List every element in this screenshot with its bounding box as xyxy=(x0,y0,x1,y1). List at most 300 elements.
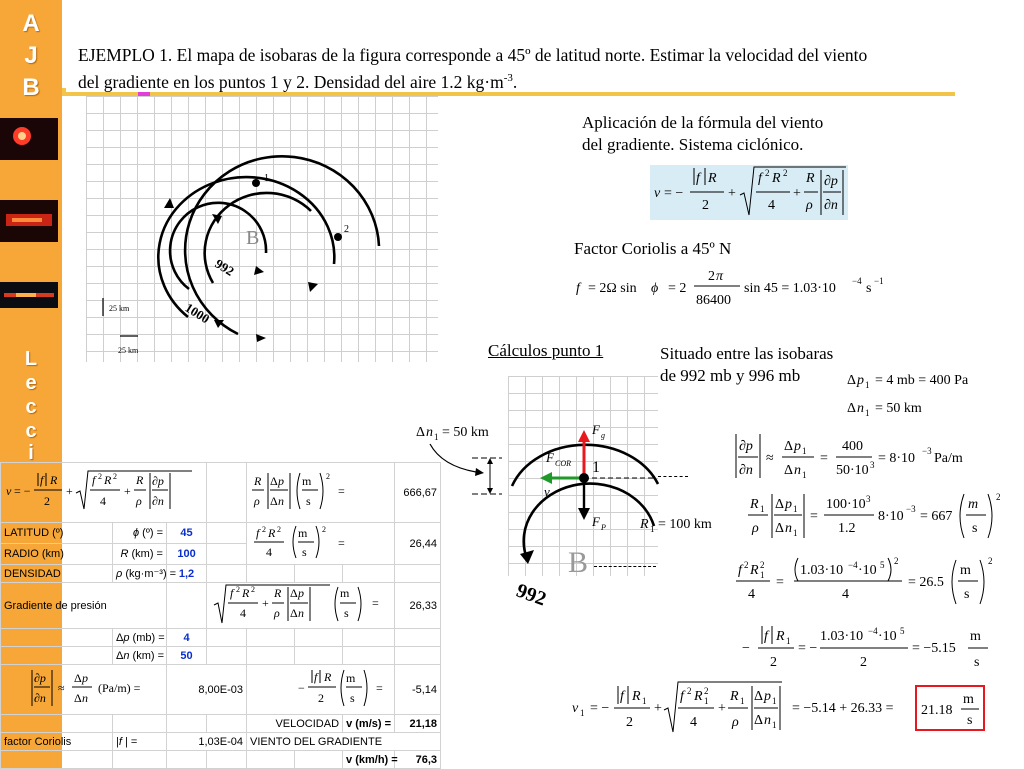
coriolis-label: factor Coriolis xyxy=(1,733,113,751)
svg-text:f: f xyxy=(576,281,580,296)
latitude-unit-text: (º) = xyxy=(142,527,163,539)
svg-text:Δ: Δ xyxy=(290,606,298,620)
table-empty-n xyxy=(343,629,395,647)
svg-text:s: s xyxy=(967,713,973,728)
radius-unit: R (km) = xyxy=(113,544,167,565)
svg-text:Δ: Δ xyxy=(847,373,857,388)
dn-unit-text: (km) = xyxy=(132,649,165,662)
sidebar-letter-j: J xyxy=(24,42,38,69)
table-empty-w xyxy=(113,715,167,733)
table-term2-value: 26,44 xyxy=(395,523,441,565)
svg-text:Δ: Δ xyxy=(290,586,298,600)
svg-text:∂p: ∂p xyxy=(152,474,164,488)
svg-text:2: 2 xyxy=(894,556,899,566)
svg-text:s: s xyxy=(866,281,872,296)
svg-text:R: R xyxy=(104,473,112,487)
coriolis-term-calc xyxy=(734,552,1004,610)
svg-text:Δ: Δ xyxy=(270,494,278,508)
svg-text:R: R xyxy=(750,497,759,512)
svg-text:2: 2 xyxy=(744,560,749,570)
ratio-calc xyxy=(742,488,1012,544)
coriolis-formula xyxy=(574,262,884,310)
map-point-1-label: 1 xyxy=(264,173,269,184)
svg-text:f: f xyxy=(314,670,318,684)
radius-annotation xyxy=(638,512,728,534)
table-empty-a xyxy=(207,463,247,523)
latitude-value[interactable]: 45 xyxy=(167,523,207,544)
svg-text:m: m xyxy=(968,497,979,512)
svg-text:f: f xyxy=(256,526,260,540)
table-row-dn xyxy=(1,647,441,665)
svg-text:=: = xyxy=(338,484,345,498)
velocity-label: VELOCIDAD xyxy=(247,715,343,733)
svg-text:2: 2 xyxy=(783,168,788,178)
svg-text:·10: ·10 xyxy=(858,563,877,578)
svg-text:1: 1 xyxy=(793,528,798,538)
svg-text:2: 2 xyxy=(236,585,241,594)
svg-text:ρ: ρ xyxy=(274,606,280,620)
table-formula-cell xyxy=(1,463,207,523)
map-isobar-1000: 1000 xyxy=(182,299,213,327)
dp-unit: Δp (mb) = xyxy=(113,629,167,647)
svg-text:1: 1 xyxy=(793,504,798,514)
svg-text:2: 2 xyxy=(860,655,867,670)
gradient-label: Gradiente de presión xyxy=(1,583,167,629)
svg-text:1: 1 xyxy=(580,708,585,718)
table-term4-cell xyxy=(247,665,395,715)
svg-text:p: p xyxy=(278,474,285,488)
svg-text:f: f xyxy=(696,171,700,186)
svg-text:R: R xyxy=(268,526,276,540)
title-line-2 xyxy=(78,67,1008,94)
table-empty-b xyxy=(207,523,247,544)
svg-text:s: s xyxy=(302,545,307,559)
density-label: DENSIDAD xyxy=(1,565,113,583)
svg-text:= −: = − xyxy=(798,641,818,656)
coriolis-heading: Factor Coriolis a 45º N xyxy=(574,239,732,258)
latitude-unit: ϕ (º) = xyxy=(113,523,167,544)
svg-text:4: 4 xyxy=(748,587,755,602)
label-fg-sub: g xyxy=(601,431,605,440)
svg-text:Δ: Δ xyxy=(74,671,82,685)
sidebar-letter-c2: c xyxy=(25,420,37,442)
dp-value[interactable]: 4 xyxy=(167,629,207,647)
application-text xyxy=(582,112,823,156)
svg-text:n: n xyxy=(764,713,771,728)
diagram-dashed-line xyxy=(594,566,656,582)
wind-label: VIENTO DEL GRADIENTE xyxy=(247,733,441,751)
svg-text:ρ: ρ xyxy=(732,715,739,730)
table-term4-value: -5,14 xyxy=(395,665,441,715)
map-isobar-992: 992 xyxy=(212,255,237,279)
table-empty-g xyxy=(343,565,395,583)
first-term-calc xyxy=(740,620,1000,676)
svg-text:1.03·10: 1.03·10 xyxy=(800,563,844,578)
svg-text:R: R xyxy=(776,629,785,644)
svg-text:·10: ·10 xyxy=(878,629,897,644)
svg-text:−4: −4 xyxy=(852,276,862,286)
svg-text:Δ: Δ xyxy=(754,689,764,704)
table-row-density xyxy=(1,565,441,583)
sidebar-letter-e: e xyxy=(25,372,37,394)
svg-text:Δ: Δ xyxy=(754,713,764,728)
label-fg: F xyxy=(592,422,600,437)
table-empty-ac xyxy=(207,751,247,769)
rule-tick xyxy=(62,88,66,96)
svg-text:≈: ≈ xyxy=(58,681,65,695)
svg-text:−3: −3 xyxy=(906,504,916,514)
svg-text:f: f xyxy=(680,689,684,704)
svg-text:ϕ: ϕ xyxy=(651,281,659,296)
svg-text:3: 3 xyxy=(866,494,871,504)
table-empty-d xyxy=(207,565,247,583)
sidebar-letter-l: L xyxy=(24,348,38,370)
table-empty-o xyxy=(395,629,441,647)
velocity-value: 21,18 xyxy=(395,715,441,733)
svg-text:sin 45 = 1.03·10: sin 45 = 1.03·10 xyxy=(744,281,836,296)
svg-text:p: p xyxy=(82,671,88,685)
table-empty-r xyxy=(247,647,295,665)
table-empty-k xyxy=(207,629,247,647)
situated-text xyxy=(660,343,833,387)
svg-text:= −: = − xyxy=(664,186,684,201)
svg-text:n: n xyxy=(857,401,864,416)
svg-text:p: p xyxy=(794,439,801,454)
sidebar-letter-i: i xyxy=(28,442,34,464)
svg-text:= 2Ω sin: = 2Ω sin xyxy=(588,281,637,296)
svg-text:= 26.5: = 26.5 xyxy=(908,575,944,590)
svg-text:m: m xyxy=(346,671,356,685)
svg-text:2: 2 xyxy=(770,655,777,670)
diagram-isobar-992: 992 xyxy=(513,579,550,611)
density-value[interactable]: 1,2 xyxy=(167,565,207,583)
map-low-pressure-center: B xyxy=(246,227,260,249)
svg-text:4: 4 xyxy=(240,606,247,620)
svg-text:=: = xyxy=(810,509,818,524)
svg-text:4: 4 xyxy=(690,715,697,730)
svg-text:2: 2 xyxy=(326,472,331,481)
svg-text:1: 1 xyxy=(865,408,870,418)
svg-text:=: = xyxy=(820,451,828,466)
svg-text:∂p: ∂p xyxy=(34,671,46,685)
svg-text:+: + xyxy=(654,701,662,716)
map-scale-horizontal: 25 km xyxy=(118,346,139,355)
svg-text:n: n xyxy=(278,494,285,508)
coriolis-value: 1,03E-04 xyxy=(167,733,247,751)
svg-text:= 667: = 667 xyxy=(920,509,953,524)
table-empty-aa xyxy=(113,751,167,769)
table-row-latitude xyxy=(1,523,441,544)
sidebar-thumbnail-2 xyxy=(0,200,58,242)
svg-text:= 8·10: = 8·10 xyxy=(878,451,916,466)
wind-unit: v (km/h) = xyxy=(343,751,395,769)
svg-text:R: R xyxy=(694,689,703,704)
diagram-center-b: B xyxy=(568,546,589,579)
svg-text:m: m xyxy=(302,474,312,488)
application-line-2: del gradiente. Sistema ciclónico. xyxy=(582,135,804,154)
svg-text:= 50 km: = 50 km xyxy=(442,425,489,440)
svg-text:2: 2 xyxy=(251,585,256,594)
svg-text:ρ: ρ xyxy=(254,494,260,508)
svg-text:= 100 km: = 100 km xyxy=(658,517,712,532)
svg-text:R: R xyxy=(750,563,759,578)
table-empty-ad xyxy=(247,751,295,769)
svg-text:4: 4 xyxy=(842,587,849,602)
calculation-spreadsheet xyxy=(0,462,441,769)
table-empty-t xyxy=(343,647,395,665)
svg-text:R: R xyxy=(242,586,250,600)
title-line-2-text: del gradiente en los puntos 1 y 2. Densidad del aire 1.2 kg·m xyxy=(78,71,504,92)
title-superscript: -3 xyxy=(503,72,513,84)
svg-text:2: 2 xyxy=(988,556,993,566)
radius-unit-text: (km) = xyxy=(131,548,163,560)
svg-text:s: s xyxy=(974,655,980,670)
svg-text:p: p xyxy=(857,373,864,388)
velocity-result-calc xyxy=(570,680,920,736)
svg-text:Δ: Δ xyxy=(416,425,426,440)
svg-text:v: v xyxy=(654,186,661,201)
svg-text:4: 4 xyxy=(768,198,775,213)
table-empty-e xyxy=(247,565,295,583)
table-empty-h xyxy=(395,565,441,583)
svg-text:2: 2 xyxy=(318,691,325,705)
svg-text:100·10: 100·10 xyxy=(826,497,866,512)
label-fp: F xyxy=(592,514,600,529)
svg-text:=: = xyxy=(376,681,383,695)
radius-value[interactable]: 100 xyxy=(167,544,207,565)
svg-text:2: 2 xyxy=(322,525,327,534)
svg-text:1: 1 xyxy=(642,696,647,706)
label-v: v xyxy=(544,484,550,499)
svg-text:2: 2 xyxy=(765,168,770,178)
svg-text:1: 1 xyxy=(434,432,439,442)
svg-text:1: 1 xyxy=(760,504,765,514)
svg-text:= 4 mb = 400 Pa: = 4 mb = 400 Pa xyxy=(875,373,969,388)
svg-text:Δ: Δ xyxy=(775,521,785,536)
label-fcor-sub: COR xyxy=(555,459,571,468)
svg-text:m: m xyxy=(963,692,974,707)
svg-text:v: v xyxy=(572,701,579,716)
gradient-value: 8,00E-03 xyxy=(167,665,247,715)
label-fcor: F xyxy=(546,450,554,465)
svg-text:f: f xyxy=(738,563,742,578)
svg-text:4: 4 xyxy=(266,545,273,559)
svg-text:=: = xyxy=(372,596,379,610)
svg-text:p: p xyxy=(298,586,305,600)
application-line-1: Aplicación de la fórmula del viento xyxy=(582,113,824,132)
svg-text:Δ: Δ xyxy=(270,474,278,488)
svg-text:s: s xyxy=(344,606,349,620)
table-empty-v xyxy=(1,715,113,733)
title-line-1: EJEMPLO 1. El mapa de isobaras de la figura corresponde a 45º de latitud norte. Estimar la velocidad del viento xyxy=(78,45,868,65)
diagram-dash-ext xyxy=(658,476,688,478)
table-empty-l xyxy=(247,629,295,647)
table-empty-x xyxy=(167,715,207,733)
svg-text:+: + xyxy=(728,186,736,201)
svg-text:s: s xyxy=(306,494,311,508)
svg-text:+: + xyxy=(124,484,131,498)
svg-text:f: f xyxy=(230,586,234,600)
density-unit-text: (kg·m⁻³) = xyxy=(125,568,177,580)
svg-text:n: n xyxy=(794,463,801,478)
label-fp-sub: P xyxy=(601,523,606,532)
svg-text:2: 2 xyxy=(702,198,709,213)
svg-text:+: + xyxy=(793,186,801,201)
svg-text:≈: ≈ xyxy=(766,451,774,466)
sidebar-thumbnail-1 xyxy=(0,118,58,160)
table-empty-j xyxy=(1,629,113,647)
svg-text:R: R xyxy=(254,474,262,488)
svg-text:3: 3 xyxy=(870,460,875,470)
table-row-gradient xyxy=(1,583,441,629)
svg-text:Pa/m: Pa/m xyxy=(934,451,963,466)
table-row-velocity xyxy=(1,715,441,733)
svg-text:2: 2 xyxy=(262,525,267,534)
sidebar-letter-a: A xyxy=(22,10,40,37)
svg-text:= −: = − xyxy=(590,701,610,716)
svg-text:1: 1 xyxy=(760,570,765,580)
table-empty-i xyxy=(167,583,207,629)
svg-text:R: R xyxy=(632,689,641,704)
svg-text:p: p xyxy=(764,689,771,704)
table-term1-cell xyxy=(247,463,395,523)
svg-text:2: 2 xyxy=(996,492,1001,502)
svg-text:1: 1 xyxy=(865,380,870,390)
svg-text:1: 1 xyxy=(786,636,791,646)
pressure-gradient-calc xyxy=(730,430,990,484)
table-empty-f xyxy=(295,565,343,583)
velocity-unit: v (m/s) = xyxy=(343,715,395,733)
table-empty-ae xyxy=(295,751,343,769)
svg-text:2: 2 xyxy=(98,472,102,481)
situated-line-1: Situado entre las isobaras xyxy=(660,344,834,363)
svg-text:Δ: Δ xyxy=(775,497,785,512)
svg-text:n: n xyxy=(426,425,433,440)
svg-text:R: R xyxy=(730,689,739,704)
svg-text:m: m xyxy=(970,629,981,644)
coriolis-symbol: |f | = xyxy=(113,733,167,751)
table-sqrt-cell xyxy=(207,583,395,629)
svg-text:21.18: 21.18 xyxy=(921,703,953,718)
svg-text:8·10: 8·10 xyxy=(878,509,904,524)
force-diagram xyxy=(508,376,658,579)
svg-text:1: 1 xyxy=(650,524,655,534)
svg-text:+: + xyxy=(718,701,726,716)
svg-text:=: = xyxy=(338,536,345,550)
svg-text:−: − xyxy=(742,641,750,656)
table-row-dp xyxy=(1,629,441,647)
svg-text:+: + xyxy=(262,596,269,610)
dn-value[interactable]: 50 xyxy=(167,647,207,665)
svg-text:= −5.14 + 26.33 =: = −5.14 + 26.33 = xyxy=(792,701,894,716)
svg-text:ρ: ρ xyxy=(752,521,759,536)
svg-text:5: 5 xyxy=(880,560,885,570)
svg-text:= −: = − xyxy=(14,484,31,498)
svg-text:2: 2 xyxy=(44,494,50,508)
svg-text:s: s xyxy=(972,521,978,536)
svg-text:5: 5 xyxy=(900,626,905,636)
svg-text:p: p xyxy=(785,497,792,512)
svg-text:50·10: 50·10 xyxy=(836,463,869,478)
table-empty-c xyxy=(207,544,247,565)
velocity-result-box xyxy=(915,685,985,731)
svg-text:1: 1 xyxy=(802,446,807,456)
svg-text:n: n xyxy=(785,521,792,536)
table-empty-u xyxy=(395,647,441,665)
svg-text:m: m xyxy=(298,526,308,540)
situated-line-2: de 992 mb y 996 mb xyxy=(660,366,801,385)
table-empty-y xyxy=(207,715,247,733)
table-sqrt-value: 26,33 xyxy=(395,583,441,629)
svg-text:−1: −1 xyxy=(874,276,884,286)
svg-text:f: f xyxy=(620,689,624,704)
svg-text:−4: −4 xyxy=(848,560,858,570)
diagram-point-1: 1 xyxy=(592,459,600,476)
svg-text:Δ: Δ xyxy=(74,691,82,705)
svg-text:2: 2 xyxy=(113,472,117,481)
svg-text:ρ: ρ xyxy=(806,198,813,213)
svg-text:∂p: ∂p xyxy=(739,439,753,454)
svg-text:∂n: ∂n xyxy=(152,494,164,508)
svg-text:π: π xyxy=(716,269,724,284)
sidebar-letter-b: B xyxy=(22,74,40,101)
svg-text:s: s xyxy=(964,587,970,602)
table-row-wind xyxy=(1,751,441,769)
svg-text:R: R xyxy=(50,473,58,487)
dn-unit: Δn (km) = xyxy=(113,647,167,665)
svg-text:1: 1 xyxy=(772,696,777,706)
svg-text:Δ: Δ xyxy=(847,401,857,416)
svg-text:R: R xyxy=(274,586,282,600)
calc-point-1-heading: Cálculos punto 1 xyxy=(488,341,604,360)
svg-text:Δ: Δ xyxy=(784,463,794,478)
svg-text:s: s xyxy=(350,691,355,705)
svg-text:400: 400 xyxy=(842,439,863,454)
radius-label: RADIO (km) xyxy=(1,544,113,565)
svg-text:f: f xyxy=(92,473,96,487)
svg-text:R: R xyxy=(640,517,649,532)
svg-text:1: 1 xyxy=(772,720,777,730)
svg-text:86400: 86400 xyxy=(696,293,731,308)
svg-text:ρ: ρ xyxy=(136,494,142,508)
table-term1-value: 666,67 xyxy=(395,463,441,523)
table-term2-cell xyxy=(247,523,395,565)
table-empty-m xyxy=(295,629,343,647)
svg-text:2: 2 xyxy=(277,525,282,534)
svg-text:−: − xyxy=(298,681,305,695)
svg-text:1.2: 1.2 xyxy=(838,521,856,536)
wind-value: 76,3 xyxy=(395,751,441,769)
svg-text:1: 1 xyxy=(802,470,807,480)
svg-text:R: R xyxy=(708,171,717,186)
table-row-formula xyxy=(1,463,441,523)
svg-text:∂n: ∂n xyxy=(34,691,46,705)
svg-text:R: R xyxy=(136,473,144,487)
table-empty-ab xyxy=(167,751,207,769)
svg-text:= −5.15: = −5.15 xyxy=(912,641,956,656)
svg-text:f: f xyxy=(40,473,44,487)
svg-text:R: R xyxy=(324,670,332,684)
svg-text:m: m xyxy=(340,586,350,600)
svg-text:2: 2 xyxy=(626,715,633,730)
svg-text:2: 2 xyxy=(760,560,765,570)
svg-text:v: v xyxy=(6,484,12,498)
svg-text:R: R xyxy=(806,171,815,186)
svg-text:1: 1 xyxy=(740,696,745,706)
svg-text:4: 4 xyxy=(100,494,106,508)
svg-text:m: m xyxy=(960,563,971,578)
svg-text:∂n: ∂n xyxy=(739,463,753,478)
